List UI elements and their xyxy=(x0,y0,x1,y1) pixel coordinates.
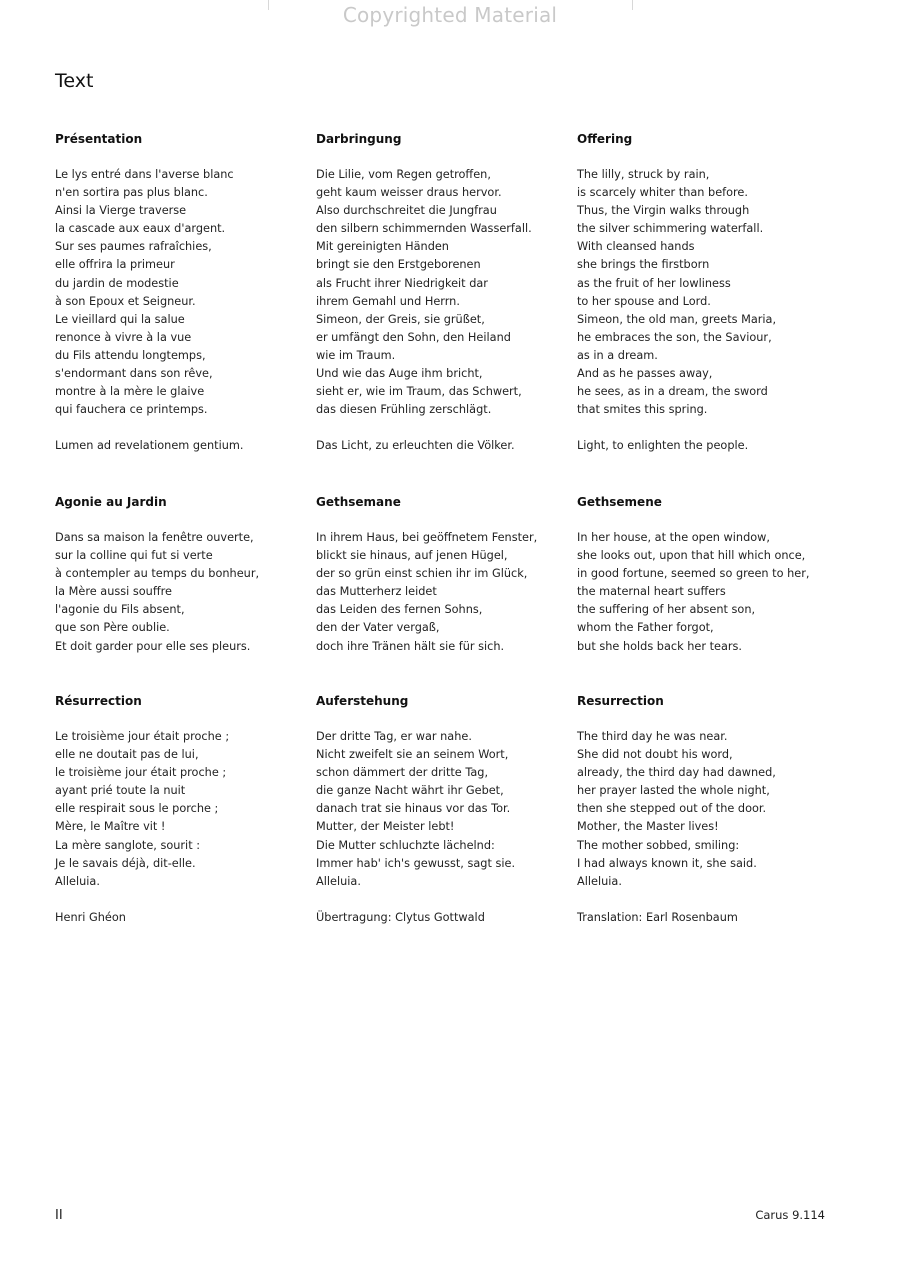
section xyxy=(316,493,566,656)
poem-line: the suffering of her absent son, xyxy=(577,603,756,617)
poem-line: ihrem Gemahl und Herrn. xyxy=(316,294,460,308)
poem-line: to her spouse and Lord. xyxy=(577,294,711,308)
poem-line: geht kaum weisser draus hervor. xyxy=(316,186,502,200)
poem-line: La mère sanglote, sourit : xyxy=(55,838,201,852)
poem-line: she brings the firstborn xyxy=(577,258,710,272)
poem-line: wie im Traum. xyxy=(316,348,396,362)
poem-line: Thus, the Virgin walks through xyxy=(577,204,750,218)
poem-line: With cleansed hands xyxy=(577,240,695,254)
poem-line xyxy=(316,419,566,437)
catalog-reference: Carus 9.114 xyxy=(755,1208,825,1222)
poem-lines xyxy=(55,529,305,656)
poem-line: als Frucht ihrer Niedrigkeit dar xyxy=(316,276,488,290)
poem-line: Le troisième jour était proche ; xyxy=(55,730,230,743)
poem-line: is scarcely whiter than before. xyxy=(577,186,748,200)
section-heading: Auferstehung xyxy=(316,694,409,708)
poem-line: the maternal heart suffers xyxy=(577,585,726,599)
poem-line: She did not doubt his word, xyxy=(577,748,733,762)
poem-line: In ihrem Haus, bei geöffnetem Fenster, xyxy=(316,531,538,544)
section-heading: Offering xyxy=(577,132,633,146)
section-heading: Gethsemene xyxy=(577,495,662,509)
poem-line: Ainsi la Vierge traverse xyxy=(55,204,187,218)
poem-line: Immer hab' ich's gewusst, sagt sie. xyxy=(316,856,516,870)
poem-line: Dans sa maison la fenêtre ouverte, xyxy=(55,531,254,544)
poem-line: danach trat sie hinaus vor das Tor. xyxy=(316,802,511,816)
page-title: Text xyxy=(55,70,94,92)
poem-line: die ganze Nacht währt ihr Gebet, xyxy=(316,784,504,798)
poem-line: as in a dream. xyxy=(577,348,658,362)
poem-line: Je le savais déjà, dit-elle. xyxy=(55,856,196,870)
poem-line xyxy=(55,419,305,437)
poem-line: Alleluia. xyxy=(55,874,100,888)
translation-credit: Henri Ghéon xyxy=(55,911,126,924)
poem-line: à contempler au temps du bonheur, xyxy=(55,567,260,581)
section xyxy=(577,130,827,456)
poem-lines xyxy=(316,166,566,456)
poem-line: Mit gereinigten Händen xyxy=(316,240,449,254)
poem-lines xyxy=(577,529,827,656)
poem-line: The mother sobbed, smiling: xyxy=(577,838,740,852)
poem-line: elle ne doutait pas de lui, xyxy=(55,748,199,762)
section-heading: Présentation xyxy=(55,132,143,146)
poem-line: ayant prié toute la nuit xyxy=(55,784,186,798)
section xyxy=(55,130,305,456)
poem-line: he sees, as in a dream, the sword xyxy=(577,385,768,399)
poem-line: doch ihre Tränen hält sie für sich. xyxy=(316,639,505,653)
poem-line: Mutter, der Meister lebt! xyxy=(316,820,455,834)
poem-line: das diesen Frühling zerschlägt. xyxy=(316,403,492,417)
section xyxy=(577,493,827,656)
poem-line: Alleluia. xyxy=(577,874,622,888)
watermark: Copyrighted Material xyxy=(342,3,558,27)
poem-line: schon dämmert der dritte Tag, xyxy=(316,766,489,780)
poem-line: Alleluia. xyxy=(316,874,361,888)
poem-line: Light, to enlighten the people. xyxy=(577,439,749,453)
poem-lines xyxy=(55,166,305,456)
poem-line: The lilly, struck by rain, xyxy=(577,168,710,181)
poem-line: la Mère aussi souffre xyxy=(55,585,172,599)
poem-line: elle respirait sous le porche ; xyxy=(55,802,219,816)
section xyxy=(316,130,566,456)
poem-line: I had always known it, she said. xyxy=(577,856,757,870)
poem-line: Die Lilie, vom Regen getroffen, xyxy=(316,168,491,181)
poem-line: den silbern schimmernden Wasserfall. xyxy=(316,222,532,236)
poem-line: Le vieillard qui la salue xyxy=(55,312,185,326)
poem-line: Simeon, der Greis, sie grüßet, xyxy=(316,312,485,326)
poem-line: then she stepped out of the door. xyxy=(577,802,767,816)
poem-line: The third day he was near. xyxy=(577,730,728,743)
poem-line: l'agonie du Fils absent, xyxy=(55,603,185,617)
poem-line: das Leiden des fernen Sohns, xyxy=(316,603,483,617)
poem-line: Mother, the Master lives! xyxy=(577,820,719,834)
poem-line: she looks out, upon that hill which once, xyxy=(577,549,806,563)
poem-line: Sur ses paumes rafraîchies, xyxy=(55,240,212,254)
poem-line: n'en sortira pas plus blanc. xyxy=(55,186,208,200)
section-heading: Resurrection xyxy=(577,694,664,708)
page-number: II xyxy=(55,1208,63,1223)
poem-line: Das Licht, zu erleuchten die Völker. xyxy=(316,439,515,453)
poem-line: but she holds back her tears. xyxy=(577,639,743,653)
poem-line: montre à la mère le glaive xyxy=(55,385,205,399)
poem-line: blickt sie hinaus, auf jenen Hügel, xyxy=(316,549,508,563)
poem-line: Lumen ad revelationem gentium. xyxy=(55,439,244,453)
section xyxy=(577,692,827,891)
poem-line: den der Vater vergaß, xyxy=(316,621,440,635)
poem-line: in good fortune, seemed so green to her, xyxy=(577,567,810,581)
poem-line: le troisième jour était proche ; xyxy=(55,766,227,780)
poem-line: Der dritte Tag, er war nahe. xyxy=(316,730,472,743)
poem-line: he embraces the son, the Saviour, xyxy=(577,330,772,344)
poem-line xyxy=(577,419,827,437)
section xyxy=(55,692,305,891)
poem-line: sur la colline qui fut si verte xyxy=(55,549,213,563)
poem-line: whom the Father forgot, xyxy=(577,621,714,635)
poem-line: à son Epoux et Seigneur. xyxy=(55,294,196,308)
poem-line: elle offrira la primeur xyxy=(55,258,175,272)
poem-line: renonce à vivre à la vue xyxy=(55,330,192,344)
poem-line: already, the third day had dawned, xyxy=(577,766,776,780)
poem-line: her prayer lasted the whole night, xyxy=(577,784,770,798)
poem-lines xyxy=(577,728,827,891)
poem-lines xyxy=(316,529,566,656)
poem-lines xyxy=(316,728,566,891)
poem-line: la cascade aux eaux d'argent. xyxy=(55,222,226,236)
poem-line: Nicht zweifelt sie an seinem Wort, xyxy=(316,748,509,762)
poem-line: that smites this spring. xyxy=(577,403,708,417)
poem-line: s'endormant dans son rêve, xyxy=(55,367,213,381)
section xyxy=(316,692,566,891)
poem-lines xyxy=(577,166,827,456)
poem-line: the silver schimmering waterfall. xyxy=(577,222,764,236)
section-heading: Gethsemane xyxy=(316,495,401,509)
poem-line: Also durchschreitet die Jungfrau xyxy=(316,204,497,218)
poem-line: du jardin de modestie xyxy=(55,276,179,290)
poem-line: In her house, at the open window, xyxy=(577,531,770,544)
poem-line: Die Mutter schluchzte lächelnd: xyxy=(316,838,495,852)
section-heading: Darbringung xyxy=(316,132,402,146)
section xyxy=(55,493,305,656)
poem-line: du Fils attendu longtemps, xyxy=(55,348,206,362)
poem-line: Simeon, the old man, greets Maria, xyxy=(577,312,777,326)
section-heading: Résurrection xyxy=(55,694,142,708)
poem-line: sieht er, wie im Traum, das Schwert, xyxy=(316,385,522,399)
poem-line: er umfängt den Sohn, den Heiland xyxy=(316,330,511,344)
poem-line: Mère, le Maître vit ! xyxy=(55,820,166,834)
poem-line: der so grün einst schien ihr im Glück, xyxy=(316,567,528,581)
poem-line: Le lys entré dans l'averse blanc xyxy=(55,168,234,181)
section-heading: Agonie au Jardin xyxy=(55,495,167,509)
translation-credit: Übertragung: Clytus Gottwald xyxy=(316,911,485,924)
poem-line: bringt sie den Erstgeborenen xyxy=(316,258,481,272)
poem-line: das Mutterherz leidet xyxy=(316,585,437,599)
poem-line: que son Père oublie. xyxy=(55,621,170,635)
poem-line: as the fruit of her lowliness xyxy=(577,276,731,290)
poem-line: Et doit garder pour elle ses pleurs. xyxy=(55,639,251,653)
poem-line: qui fauchera ce printemps. xyxy=(55,403,208,417)
poem-line: And as he passes away, xyxy=(577,367,713,381)
poem-lines xyxy=(55,728,305,891)
translation-credit: Translation: Earl Rosenbaum xyxy=(577,911,738,924)
poem-line: Und wie das Auge ihm bricht, xyxy=(316,367,483,381)
